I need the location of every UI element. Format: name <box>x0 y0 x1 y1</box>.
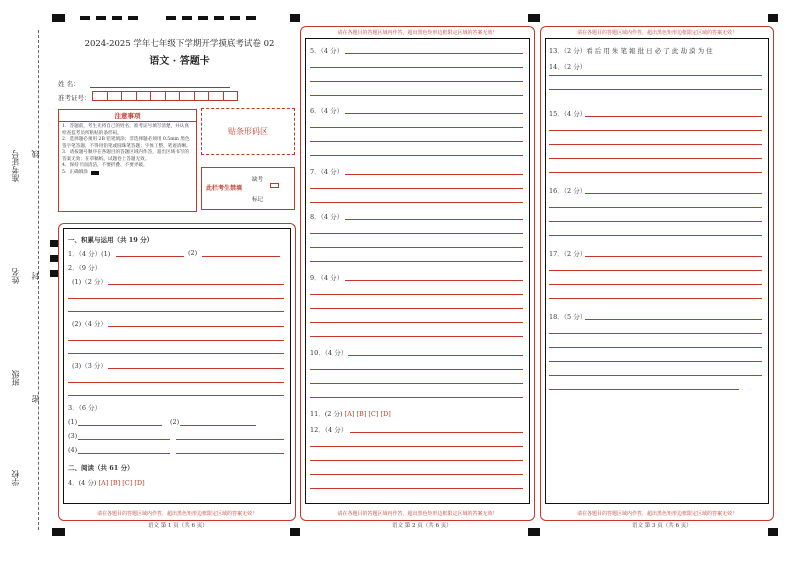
answer-line[interactable] <box>310 308 523 309</box>
answer-line[interactable] <box>310 369 523 370</box>
notice-box <box>58 109 197 212</box>
question-18: 18．（5 分） <box>549 313 587 321</box>
answer-line[interactable] <box>108 284 284 285</box>
question-4 <box>68 478 145 487</box>
answer-line[interactable] <box>108 368 284 369</box>
question-13: 13．（2 分）看 后 用 朱 笔 報 批 日 必 了 此 劫 漠 为 住 <box>549 47 713 55</box>
answer-line[interactable] <box>68 395 284 396</box>
question-3-2: (2) <box>170 418 180 426</box>
page-footer: 语文 第 2 页（共 6 页） <box>392 523 452 529</box>
answer-line[interactable] <box>310 397 523 398</box>
answer-line[interactable] <box>549 89 762 90</box>
absent-checkbox[interactable] <box>270 183 279 188</box>
answer-line[interactable] <box>549 284 762 285</box>
answer-line[interactable] <box>549 235 762 236</box>
position-mark <box>80 16 90 20</box>
answer-line[interactable] <box>585 256 762 257</box>
answer-line[interactable] <box>310 247 523 248</box>
answer-line[interactable] <box>78 439 170 440</box>
question-3: 3．（6 分） <box>68 404 102 412</box>
warning-text: 请在各题目的答题区域内作答，超出黑色矩形边框限定区域的答案无效！ <box>337 30 498 36</box>
answer-line[interactable] <box>310 202 523 203</box>
answer-line[interactable] <box>585 319 762 320</box>
answer-frame-3 <box>545 38 769 504</box>
question-1-2: (2) <box>188 249 198 257</box>
warning-text: 请在各题目的答题区域内作答，超出黑色矩形边框限定区域的答案无效！ <box>576 30 737 36</box>
answer-line[interactable] <box>549 158 762 159</box>
question-2: 2．（9 分） <box>68 264 102 272</box>
answer-line[interactable] <box>78 453 170 454</box>
question-12: 12．（4 分） <box>310 426 348 434</box>
barcode-area <box>201 108 295 155</box>
name-label: 姓 名： <box>58 80 80 88</box>
answer-line[interactable] <box>345 113 523 114</box>
absent-mark-top: 缺考 <box>252 177 264 183</box>
answer-line[interactable] <box>68 353 284 354</box>
answer-line[interactable] <box>585 116 762 117</box>
answer-line[interactable] <box>348 355 523 356</box>
binding-school: 学校 <box>11 470 20 486</box>
question-2-2: (2)（4 分） <box>72 320 107 328</box>
choice-options[interactable]: [A] [B] [C] [D] <box>98 479 145 487</box>
fill-sample <box>91 171 99 175</box>
position-mark <box>214 16 224 20</box>
barcode-label: 贴条形码区 <box>228 127 268 136</box>
answer-line[interactable] <box>68 298 284 299</box>
question-9: 9．（4 分） <box>310 274 344 282</box>
answer-line[interactable] <box>310 446 523 447</box>
answer-line[interactable] <box>310 294 523 295</box>
absent-label: 此栏考生禁填 <box>206 185 243 192</box>
answer-line[interactable] <box>585 193 762 194</box>
position-mark <box>96 16 106 20</box>
answer-line[interactable] <box>310 81 523 82</box>
question-17: 17．（2 分） <box>549 250 587 258</box>
answer-line[interactable] <box>310 67 523 68</box>
answer-line[interactable] <box>310 488 523 489</box>
position-mark <box>528 14 540 22</box>
answer-line[interactable] <box>68 382 284 383</box>
question-3-1: (1) <box>68 418 78 426</box>
question-16: 16．（2 分） <box>549 187 587 195</box>
question-3-4: (4) <box>68 446 78 454</box>
name-field[interactable] <box>90 87 230 88</box>
notice-item: 1．答题前，考生先将自己的姓名，准考证号填写清楚，并认真检查监考员所粘贴的条形码。 <box>62 124 189 136</box>
answer-line[interactable] <box>310 127 523 128</box>
position-mark <box>182 16 192 20</box>
answer-line[interactable] <box>310 336 523 337</box>
binding-line-mark: 线 <box>31 150 40 158</box>
page-footer: 语文 第 3 页（共 6 页） <box>632 523 692 529</box>
binding-class: 班级 <box>11 370 20 386</box>
answer-line[interactable] <box>176 453 284 454</box>
notice-title: 注意事项 <box>59 110 196 122</box>
position-mark <box>50 255 58 262</box>
answer-line[interactable] <box>310 261 523 262</box>
question-3-3: (3) <box>68 432 78 440</box>
answer-line[interactable] <box>310 155 523 156</box>
notice-item: 4．保持卡面清洁，不要折叠、不要弄破。 <box>62 163 148 168</box>
question-2-3: (3)（3 分） <box>72 362 107 370</box>
answer-line[interactable] <box>549 347 762 348</box>
binding-tie-mark: 密 <box>31 395 40 403</box>
answer-line[interactable] <box>549 298 762 299</box>
position-mark <box>50 240 58 247</box>
position-mark <box>768 528 778 536</box>
answer-line[interactable] <box>310 460 523 461</box>
answer-line[interactable] <box>68 311 284 312</box>
exam-no-label: 准考证号： <box>58 94 91 102</box>
position-mark <box>290 528 300 536</box>
answer-line[interactable] <box>549 389 739 390</box>
answer-line[interactable] <box>345 174 523 175</box>
binding-dashed-line <box>38 30 39 530</box>
page-subtitle: 语文 · 答题卡 <box>149 56 210 67</box>
question-4-label: 4．(4 分) <box>68 479 97 487</box>
section-title: 二、阅读（共 61 分） <box>68 464 134 472</box>
answer-line[interactable] <box>180 425 256 426</box>
question-6: 6．（4 分） <box>310 107 344 115</box>
answer-line[interactable] <box>310 383 523 384</box>
position-mark <box>528 528 540 536</box>
position-mark <box>768 14 778 22</box>
answer-line[interactable] <box>549 333 762 334</box>
answer-line[interactable] <box>116 256 184 257</box>
answer-line[interactable] <box>549 207 762 208</box>
answer-line[interactable] <box>549 172 762 173</box>
position-mark <box>166 16 176 20</box>
answer-line[interactable] <box>310 474 523 475</box>
warning-text: 请在各题目的答题区域内作答，超出黑色矩形边框限定区域的答案无效！ <box>96 511 257 517</box>
page-title: 2024-2025 学年七年级下学期开学摸底考试卷 02 <box>84 39 275 49</box>
position-mark <box>198 16 208 20</box>
question-11 <box>310 409 391 418</box>
choice-options[interactable]: [A] [B] [C] [D] <box>344 410 391 418</box>
question-14: 14．（2 分） <box>549 63 587 71</box>
position-mark <box>52 528 65 536</box>
answer-line[interactable] <box>78 425 162 426</box>
answer-line[interactable] <box>549 75 762 76</box>
position-mark <box>290 14 300 22</box>
answer-line[interactable] <box>549 270 762 271</box>
answer-line[interactable] <box>345 53 523 54</box>
answer-line[interactable] <box>345 219 523 220</box>
answer-line[interactable] <box>108 326 284 327</box>
answer-line[interactable] <box>345 280 523 281</box>
question-7: 7．（4 分） <box>310 168 344 176</box>
notice-item: 5．正确填涂 <box>62 169 88 175</box>
question-8: 8．（4 分） <box>310 213 344 221</box>
position-mark <box>52 14 65 22</box>
binding-name: 姓名 <box>11 268 20 284</box>
position-mark <box>230 16 240 20</box>
question-2-1: (1)（2 分） <box>72 278 107 286</box>
answer-line[interactable] <box>549 361 762 362</box>
answer-line[interactable] <box>310 322 523 323</box>
exam-no-boxes[interactable] <box>92 91 238 101</box>
answer-line[interactable] <box>310 141 523 142</box>
answer-line[interactable] <box>549 375 762 376</box>
warning-text: 请在各题目的答题区域内作答，超出黑色矩形边框限定区域的答案无效！ <box>576 511 737 517</box>
notice-item: 3．请按题号顺序在各题目的答题区域内作答，超出区域书写的答案无效；在草稿纸、试题卷上答题无效。 <box>62 150 189 162</box>
question-15: 15．（4 分） <box>549 110 587 118</box>
answer-line[interactable] <box>310 233 523 234</box>
section-title: 一、积累与运用（共 19 分） <box>68 236 154 244</box>
answer-line[interactable] <box>549 130 762 131</box>
warning-text: 请在各题目的答题区域内作答，超出黑色矩形边框限定区域的答案无效！ <box>337 511 498 517</box>
answer-line[interactable] <box>176 439 284 440</box>
binding-exam-no: 准考证号 <box>11 150 20 182</box>
question-10: 10．（4 分） <box>310 349 348 357</box>
question-1: 1．（4 分）(1) <box>68 250 111 258</box>
answer-line[interactable] <box>549 221 762 222</box>
position-mark <box>50 270 58 277</box>
answer-line[interactable] <box>310 188 523 189</box>
absent-box <box>201 167 295 210</box>
answer-line[interactable] <box>549 144 762 145</box>
answer-line[interactable] <box>350 432 523 433</box>
answer-line[interactable] <box>68 340 284 341</box>
question-11-label: 11．(2 分) <box>310 410 343 418</box>
notice-item: 2．选择题必须用 2B 铅笔填涂；非选择题必须用 0.5mm 黑色签字笔答题，不得用铅笔或圆珠笔答题；字体工整、笔迹清晰。 <box>62 137 191 149</box>
answer-line[interactable] <box>310 95 523 96</box>
position-mark <box>246 16 256 20</box>
page-footer: 语文 第 1 页（共 6 页） <box>148 523 208 529</box>
absent-mark-bottom: 标记 <box>252 197 264 203</box>
question-5: 5．（4 分） <box>310 47 344 55</box>
position-mark <box>128 16 138 20</box>
answer-line[interactable] <box>202 256 280 257</box>
binding-seal-mark: 封 <box>31 272 40 280</box>
position-mark <box>112 16 122 20</box>
